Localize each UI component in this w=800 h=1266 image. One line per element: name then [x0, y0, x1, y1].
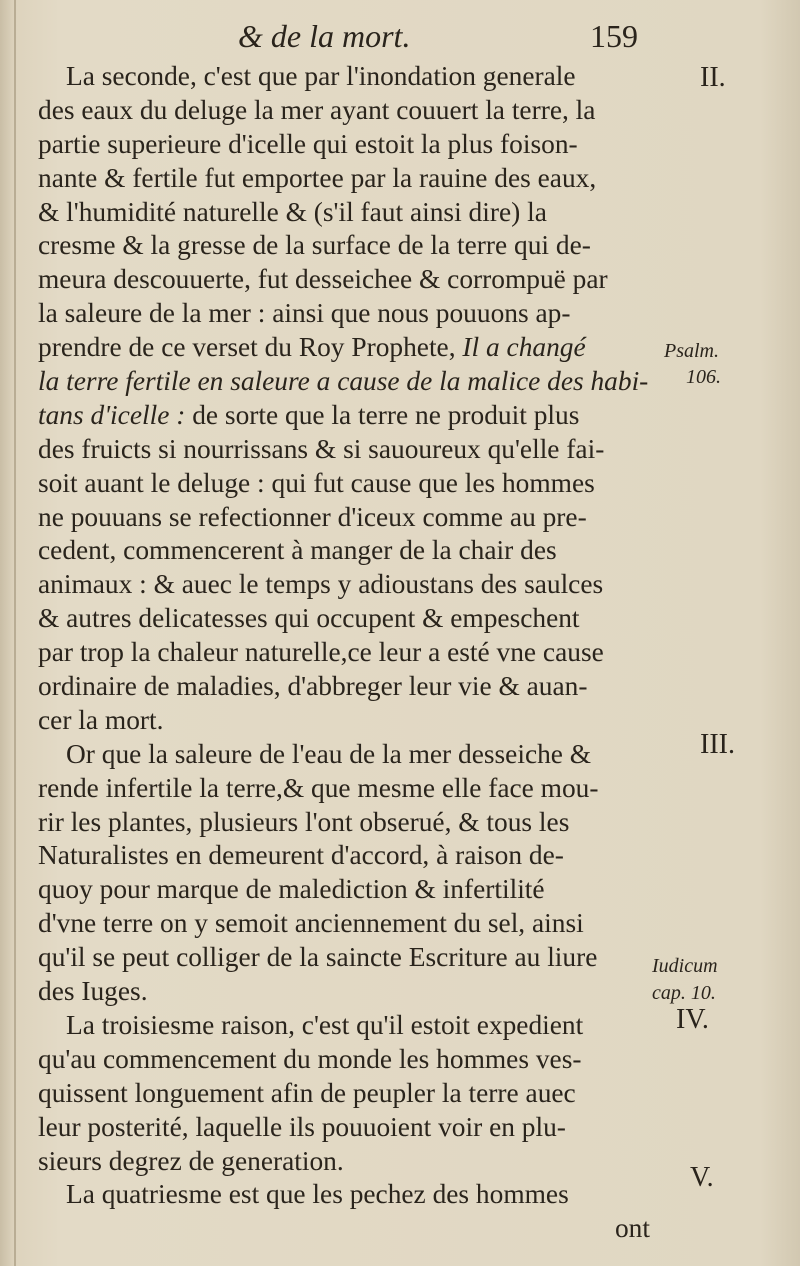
gutter-shadow [14, 0, 16, 1266]
text-line: animaux : & auec le temps y adioustans des saulces [38, 569, 604, 600]
text-line: quissent longuement afin de peupler la terre auec [38, 1077, 576, 1108]
text-span: prendre de ce verset du Roy Prophete, [38, 332, 456, 363]
catchword: ont [614, 1213, 650, 1244]
text-line: qu'au commencement du monde les hommes ves- [38, 1043, 582, 1074]
text-line: partie superieure d'icelle qui estoit la plus foison- [38, 128, 578, 159]
text-line: ordinaire de maladies, d'abbreger leur vie & auan- [38, 671, 588, 702]
text-line: d'vne terre on y semoit anciennement du sel, ainsi [38, 908, 584, 939]
text-line: cresme & la gresse de la surface de la terre qui de- [38, 230, 591, 261]
text-line: & autres delicatesses qui occupent & empeschent [38, 603, 580, 634]
text-line: nante & fertile fut emportee par la rauine des eaux, [38, 162, 597, 193]
text-line: des eaux du deluge la mer ayant couuert la terre, la [38, 94, 596, 125]
text-line: La quatriesme est que les pechez des hommes [66, 1179, 569, 1210]
text-line: leur posterité, laquelle ils pouuoient voir en plu- [38, 1111, 566, 1142]
text-line: La seconde, c'est que par l'inondation generale [66, 61, 576, 91]
margin-reference: Iudicum [652, 955, 718, 977]
page-header [0, 18, 800, 64]
text-line: Or que la saleure de l'eau de la mer desseiche & [66, 738, 592, 769]
text-line: par trop la chaleur naturelle,ce leur a esté vne cause [38, 637, 604, 668]
section-number: II. [700, 62, 726, 93]
text-line: la saleure de la mer : ainsi que nous pouuons ap- [38, 298, 571, 329]
text-span: de sorte que la terre ne produit plus [192, 399, 580, 430]
italic-quote-line: la terre fertile en saleure a cause de la malice des habi- [38, 366, 649, 397]
margin-reference: Psalm. [664, 340, 719, 362]
text-line [38, 399, 658, 433]
running-head: & de la mort. [238, 18, 411, 54]
margin-reference: 106. [686, 366, 721, 388]
text-line: sieurs degrez de generation. [38, 1145, 344, 1176]
text-line: des fruicts si nourrissans & si sauoureux qu'elle fai- [38, 433, 605, 464]
italic-quote: tans d'icelle : [38, 399, 186, 430]
section-number: III. [700, 729, 735, 760]
text-line: quoy pour marque de malediction & infertilité [38, 874, 545, 905]
body-text [38, 60, 658, 1246]
italic-quote: Il a changé [462, 332, 586, 363]
text-line: cedent, commencerent à manger de la chair des [38, 535, 557, 566]
text-line: ne pouuans se refectionner d'iceux comme au pre- [38, 501, 587, 532]
text-line: qu'il se peut colliger de la saincte Escriture au liure [38, 942, 598, 973]
text-line: cer la mort. [38, 704, 164, 735]
margin-reference: cap. 10. [652, 982, 716, 1004]
text-line: rir les plantes, plusieurs l'ont obserué, & tous les [38, 806, 570, 837]
text-line: des Iuges. [38, 976, 148, 1007]
text-line: rende infertile la terre,& que mesme elle face mou- [38, 772, 599, 803]
section-number: IV. [676, 1004, 709, 1035]
text-line: La troisiesme raison, c'est qu'il estoit expedient [66, 1009, 584, 1040]
text-line: meura descouuerte, fut desseichee & corrompuë par [38, 264, 608, 295]
text-line: Naturalistes en demeurent d'accord, à raison de- [38, 840, 564, 871]
text-line: & l'humidité naturelle & (s'il faut ainsi dire) la [38, 196, 547, 227]
text-line [38, 331, 658, 365]
section-number: V. [690, 1162, 714, 1193]
text-line: soit auant le deluge : qui fut cause que les hommes [38, 467, 595, 498]
page-number: 159 [590, 18, 638, 54]
